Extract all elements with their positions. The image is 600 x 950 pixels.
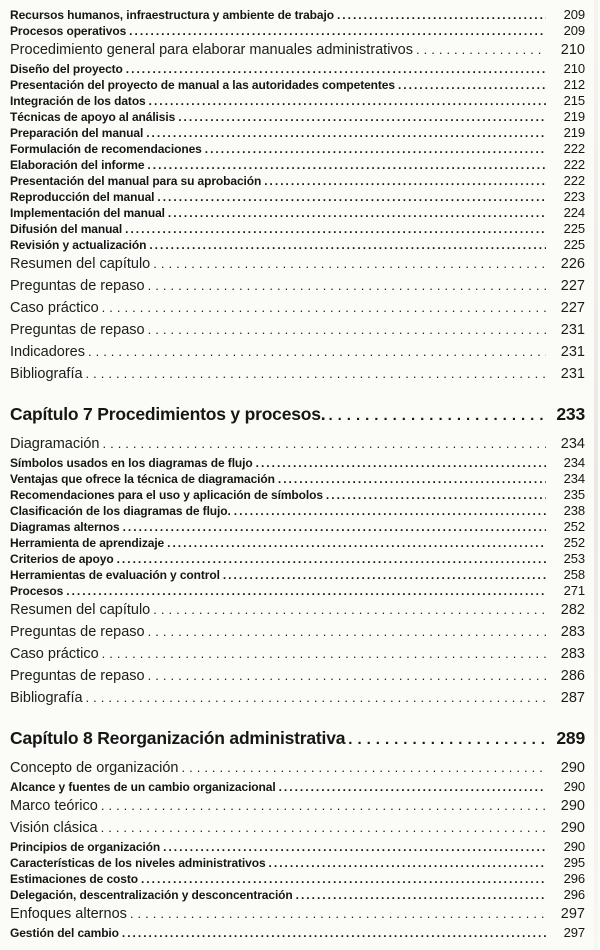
toc-entry (10, 455, 585, 471)
dot-leader (123, 519, 546, 535)
toc-entry-page-number: 209 (563, 7, 585, 22)
toc-entry-page-number: 290 (560, 798, 585, 814)
toc-entry-label: Diseño del proyecto (10, 62, 123, 76)
toc-entry-page-number: 234 (563, 455, 585, 470)
toc-entry (10, 795, 585, 817)
toc-entry-label: Recursos humanos, infraestructura y ambiente de trabajo (10, 8, 334, 22)
toc-entry-page-number: 296 (563, 871, 585, 886)
toc-entry-page-number: 231 (560, 322, 585, 338)
toc-entry-label: Clasificación de los diagramas de flujo. (10, 504, 231, 518)
toc-entry (10, 23, 585, 39)
toc-entry (10, 341, 585, 363)
toc-entry-page-number: 286 (560, 668, 585, 684)
toc-entry (10, 855, 585, 871)
dot-leader (278, 471, 546, 487)
chapter-heading (10, 402, 585, 428)
toc-entry (10, 205, 585, 221)
dot-leader (167, 535, 546, 551)
toc-entry-label: Criterios de apoyo (10, 552, 114, 566)
toc-entry-label: Enfoques alternos (10, 906, 127, 922)
toc-entry-page-number: 219 (563, 109, 585, 124)
toc-entry (10, 237, 585, 253)
toc-entry (10, 925, 585, 941)
dot-leader (178, 109, 546, 125)
toc-entry-label: Procedimiento general para elaborar manuales administrativos (10, 42, 413, 58)
toc-entry (10, 471, 585, 487)
dot-leader (102, 643, 546, 665)
toc-entry-page-number: 215 (563, 93, 585, 108)
toc-entry (10, 173, 585, 189)
toc-entry (10, 643, 585, 665)
dot-leader (256, 455, 546, 471)
chapter-heading-page-number: 289 (556, 728, 585, 748)
toc-entry (10, 61, 585, 77)
dot-leader (148, 319, 546, 341)
toc-entry-page-number: 252 (563, 519, 585, 534)
toc-entry-label: Preguntas de repaso (10, 278, 145, 294)
toc-entry-label: Resumen del capítulo (10, 256, 151, 272)
dot-leader (101, 817, 546, 839)
toc-entry-page-number: 290 (560, 820, 585, 836)
toc-entry-page-number: 227 (560, 278, 585, 294)
dot-leader (153, 599, 546, 621)
dot-leader (86, 363, 546, 385)
toc-entry-label: Presentación del manual para su aprobación (10, 174, 262, 188)
toc-entry-label: Preparación del manual (10, 126, 144, 140)
dot-leader (86, 687, 546, 709)
toc-entry-page-number: 227 (560, 300, 585, 316)
toc-entry (10, 535, 585, 551)
toc-entry-page-number: 258 (563, 567, 585, 582)
toc-entry (10, 567, 585, 583)
toc-entry-label: Revisión y actualización (10, 238, 147, 252)
dot-leader (181, 757, 546, 779)
toc-entry-page-number: 231 (560, 344, 585, 360)
toc-entry (10, 817, 585, 839)
dot-leader (149, 93, 546, 109)
toc-entry (10, 599, 585, 621)
toc-entry-page-number: 271 (563, 583, 585, 598)
toc-entry (10, 77, 585, 93)
toc-entry (10, 503, 585, 519)
toc-entry-label: Bibliografía (10, 690, 83, 706)
dot-leader (328, 402, 546, 428)
dot-leader (148, 665, 546, 687)
chapter-heading-label: Capítulo 7 Procedimientos y procesos. (10, 404, 326, 424)
dot-leader (117, 551, 546, 567)
toc-entry-page-number: 222 (563, 157, 585, 172)
toc-entry-page-number: 290 (560, 760, 585, 776)
toc-entry (10, 621, 585, 643)
toc-entry (10, 903, 585, 925)
toc-entry-label: Implementación del manual (10, 206, 165, 220)
dot-leader (269, 855, 546, 871)
dot-leader (163, 839, 546, 855)
toc-entry-label: Preguntas de repaso (10, 624, 145, 640)
chapter-heading-label: Capítulo 8 Reorganización administrativa (10, 728, 346, 748)
toc-entry-label: Delegación, descentralización y desconcentración (10, 888, 293, 902)
dot-leader (88, 341, 546, 363)
dot-leader (147, 157, 546, 173)
toc-entry (10, 487, 585, 503)
toc-entry (10, 297, 585, 319)
toc-entry-label: Procesos operativos (10, 24, 127, 38)
toc-entry (10, 189, 585, 205)
toc-entry-label: Bibliografía (10, 366, 83, 382)
toc-entry-page-number: 234 (563, 471, 585, 486)
toc-entry (10, 109, 585, 125)
toc-entry (10, 221, 585, 237)
toc-list (10, 7, 585, 941)
toc-entry-label: Elaboración del informe (10, 158, 145, 172)
dot-leader (129, 23, 546, 39)
toc-entry-label: Formulación de recomendaciones (10, 142, 202, 156)
toc-entry-page-number: 222 (563, 173, 585, 188)
toc-entry (10, 93, 585, 109)
dot-leader (326, 487, 546, 503)
toc-entry (10, 253, 585, 275)
dot-leader (416, 39, 546, 61)
toc-entry-page-number: 283 (560, 624, 585, 640)
dot-leader (102, 297, 546, 319)
toc-entry-label: Reproducción del manual (10, 190, 155, 204)
toc-entry-label: Gestión del cambio (10, 926, 119, 940)
toc-entry-label: Preguntas de repaso (10, 668, 145, 684)
toc-entry-label: Procesos (10, 584, 64, 598)
toc-entry-label: Caso práctico (10, 300, 99, 316)
dot-leader (148, 621, 546, 643)
dot-leader (168, 205, 546, 221)
toc-entry-label: Diagramas alternos (10, 520, 120, 534)
dot-leader (102, 433, 546, 455)
chapter-heading-page-number: 233 (556, 404, 585, 424)
toc-entry-page-number: 212 (563, 77, 585, 92)
dot-leader (279, 779, 546, 795)
toc-entry-page-number: 296 (563, 887, 585, 902)
toc-entry (10, 141, 585, 157)
dot-leader (141, 871, 546, 887)
dot-leader (153, 253, 546, 275)
dot-leader (66, 583, 546, 599)
toc-entry (10, 275, 585, 297)
dot-leader (264, 173, 546, 189)
toc-entry-label: Indicadores (10, 344, 85, 360)
toc-entry-label: Recomendaciones para el uso y aplicación de símbolos (10, 488, 323, 502)
dot-leader (157, 189, 546, 205)
toc-entry-page-number: 225 (563, 237, 585, 252)
toc-entry (10, 433, 585, 455)
toc-entry-label: Diagramación (10, 436, 100, 452)
toc-entry-label: Presentación del proyecto de manual a las autoridades competentes (10, 78, 395, 92)
dot-leader (398, 77, 546, 93)
toc-entry-page-number: 290 (563, 779, 585, 794)
toc-entry-label: Estimaciones de costo (10, 872, 138, 886)
dot-leader (101, 795, 546, 817)
toc-entry-label: Características de los niveles administrativos (10, 856, 266, 870)
toc-entry-page-number: 224 (563, 205, 585, 220)
toc-entry-page-number: 297 (563, 925, 585, 940)
dot-leader (122, 925, 546, 941)
toc-entry-page-number: 222 (563, 141, 585, 156)
toc-entry-page-number: 253 (563, 551, 585, 566)
toc-entry (10, 583, 585, 599)
toc-entry-page-number: 223 (563, 189, 585, 204)
toc-entry (10, 839, 585, 855)
dot-leader (205, 141, 546, 157)
toc-entry-label: Visión clásica (10, 820, 98, 836)
toc-entry (10, 687, 585, 709)
toc-entry-label: Técnicas de apoyo al análisis (10, 110, 176, 124)
toc-entry (10, 39, 585, 61)
toc-entry-page-number: 282 (560, 602, 585, 618)
toc-entry (10, 363, 585, 385)
toc-entry-label: Herramientas de evaluación y control (10, 568, 220, 582)
toc-entry-page-number: 226 (560, 256, 585, 272)
toc-entry (10, 519, 585, 535)
dot-leader (130, 903, 546, 925)
toc-entry-page-number: 210 (560, 42, 585, 58)
dot-leader (146, 125, 546, 141)
toc-entry-label: Resumen del capítulo (10, 602, 151, 618)
toc-entry-page-number: 252 (563, 535, 585, 550)
toc-entry (10, 665, 585, 687)
toc-entry-label: Principios de organización (10, 840, 161, 854)
toc-entry-label: Marco teórico (10, 798, 98, 814)
toc-entry-page-number: 231 (560, 366, 585, 382)
chapter-heading (10, 726, 585, 752)
dot-leader (125, 221, 546, 237)
toc-entry-label: Difusión del manual (10, 222, 123, 236)
toc-entry-label: Símbolos usados en los diagramas de flujo (10, 456, 253, 470)
toc-entry-page-number: 287 (560, 690, 585, 706)
toc-entry-page-number: 290 (563, 839, 585, 854)
toc-entry-label: Integración de los datos (10, 94, 146, 108)
toc-entry-page-number: 234 (560, 436, 585, 452)
toc-entry (10, 157, 585, 173)
toc-entry-label: Ventajas que ofrece la técnica de diagramación (10, 472, 275, 486)
toc-entry (10, 757, 585, 779)
dot-leader (148, 275, 546, 297)
toc-entry-page-number: 225 (563, 221, 585, 236)
toc-entry-label: Herramienta de aprendizaje (10, 536, 165, 550)
toc-entry (10, 887, 585, 903)
dot-leader (234, 503, 546, 519)
toc-entry (10, 125, 585, 141)
toc-entry-page-number: 235 (563, 487, 585, 502)
toc-entry-page-number: 297 (560, 906, 585, 922)
toc-entry-page-number: 219 (563, 125, 585, 140)
toc-entry-page-number: 238 (563, 503, 585, 518)
toc-entry (10, 779, 585, 795)
dot-leader (296, 887, 546, 903)
toc-entry-label: Caso práctico (10, 646, 99, 662)
toc-entry-page-number: 295 (563, 855, 585, 870)
dot-leader (223, 567, 546, 583)
toc-entry (10, 551, 585, 567)
toc-entry-label: Concepto de organización (10, 760, 179, 776)
toc-entry-label: Alcance y fuentes de un cambio organizacional (10, 780, 276, 794)
dot-leader (126, 61, 546, 77)
toc-entry (10, 319, 585, 341)
dot-leader (149, 237, 546, 253)
scan-gutter-artifact (594, 0, 598, 950)
toc-entry-label: Preguntas de repaso (10, 322, 145, 338)
toc-entry-page-number: 210 (563, 61, 585, 76)
toc-entry-page-number: 283 (560, 646, 585, 662)
toc-entry-page-number: 209 (563, 23, 585, 38)
dot-leader (348, 726, 546, 752)
toc-entry (10, 871, 585, 887)
dot-leader (337, 7, 546, 23)
toc-entry (10, 7, 585, 23)
